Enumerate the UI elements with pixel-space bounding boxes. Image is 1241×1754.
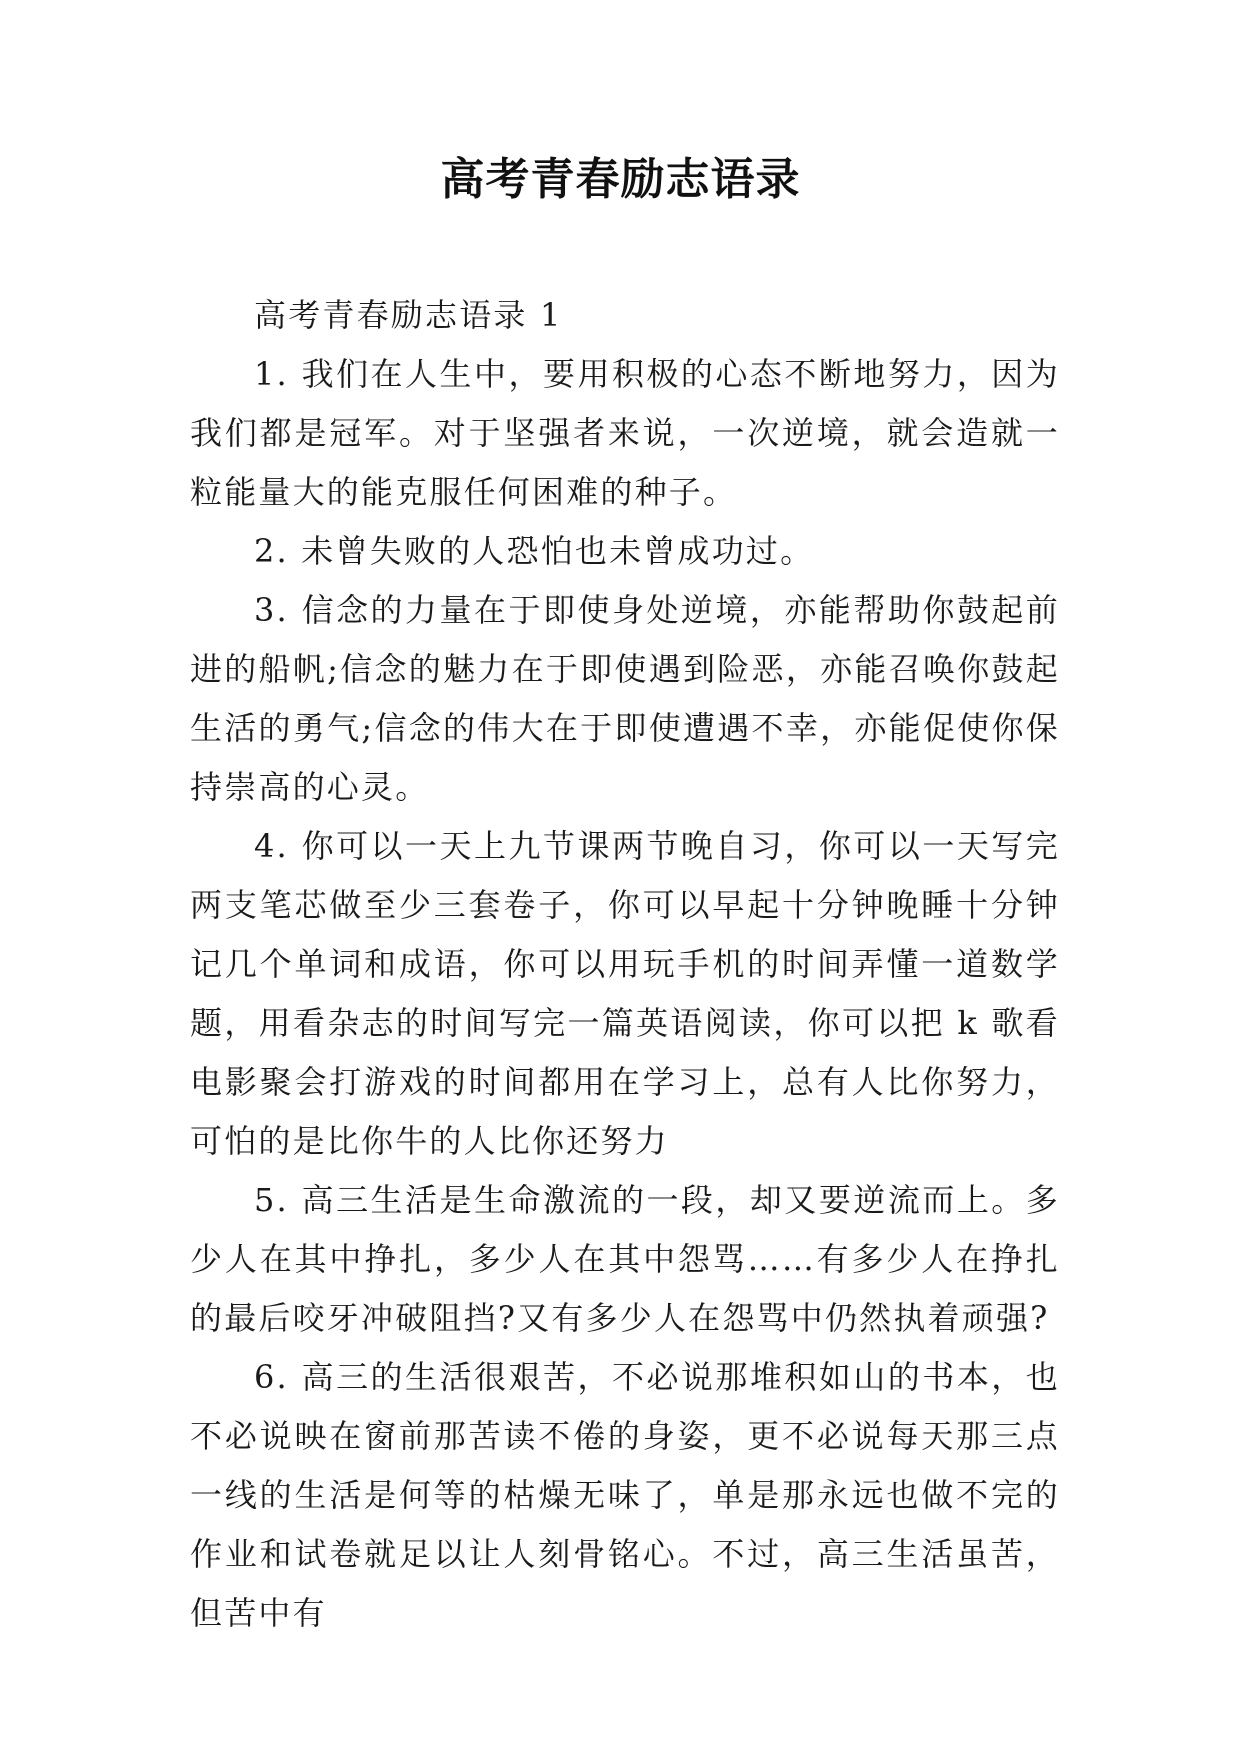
- quote-paragraph-1: 1. 我们在人生中，要用积极的心态不断地努力，因为我们都是冠军。对于坚强者来说，一次逆境，就会造就一粒能量大的能克服任何困难的种子。: [190, 355, 1060, 511]
- quote-paragraph-5: 5. 高三生活是生命激流的一段，却又要逆流而上。多少人在其中挣扎，多少人在其中怨骂……有多少人在挣扎的最后咬牙冲破阻挡?又有多少人在怨骂中仍然执着顽强?: [190, 1181, 1060, 1337]
- document-title: 高考青春励志语录: [440, 154, 801, 205]
- section-heading: 高考青春励志语录 1: [254, 296, 563, 334]
- quote-paragraph-2: 2. 未曾失败的人恐怕也未曾成功过。: [254, 532, 815, 570]
- quote-paragraph-3: 3. 信念的力量在于即使身处逆境，亦能帮助你鼓起前进的船帆;信念的魅力在于即使遇到险恶，亦能召唤你鼓起生活的勇气;信念的伟大在于即使遭遇不幸，亦能促使你保持崇高的心灵。: [190, 591, 1060, 806]
- document-body: [190, 286, 1060, 1643]
- quote-paragraph-4: 4. 你可以一天上九节课两节晚自习，你可以一天写完两支笔芯做至少三套卷子，你可以早起十分钟晚睡十分钟记几个单词和成语，你可以用玩手机的时间弄懂一道数学题，用看杂志的时间写完一篇英语阅读，你可以把 k 歌看电影聚会打游戏的时间都用在学习上，总有人比你努力，可怕的是比你牛的人比你还努力: [190, 827, 1060, 1160]
- quote-paragraph-6: 6. 高三的生活很艰苦，不必说那堆积如山的书本，也不必说映在窗前那苦读不倦的身姿，更不必说每天那三点一线的生活是何等的枯燥无味了，单是那永远也做不完的作业和试卷就足以让人刻骨铭心。不过，高三生活虽苦，但苦中有: [190, 1358, 1060, 1632]
